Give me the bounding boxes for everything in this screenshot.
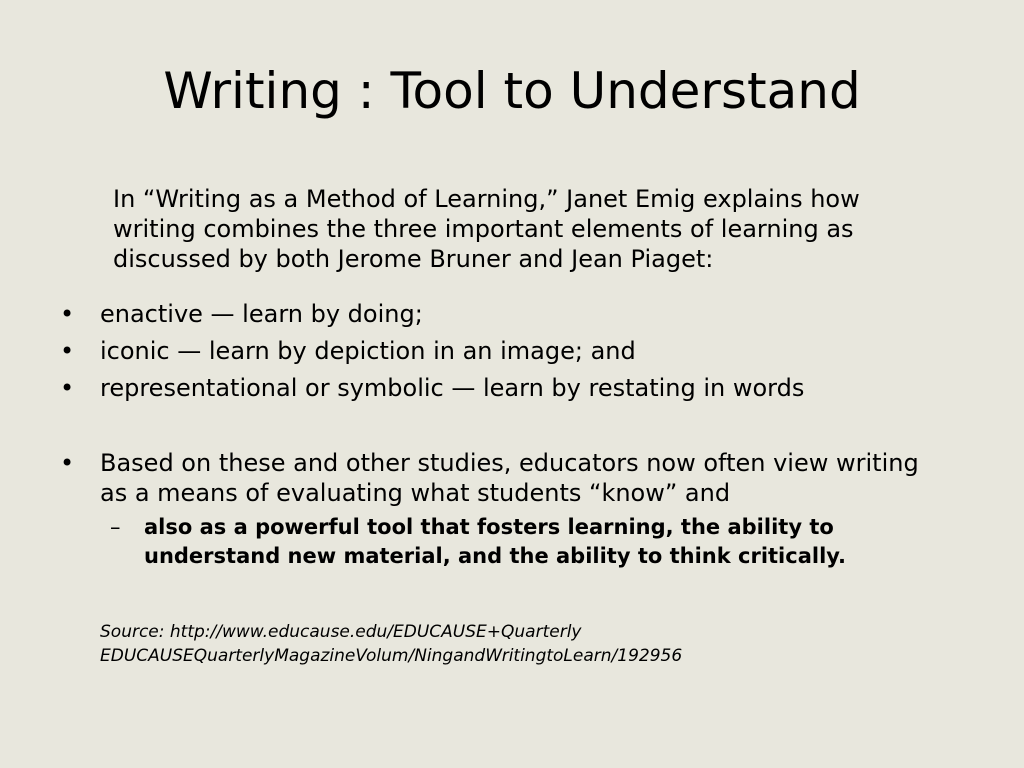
- list-item: [60, 333, 960, 370]
- list-item: [60, 370, 960, 407]
- list-item: [60, 448, 920, 508]
- slide-title: Writing : Tool to Understand: [163, 62, 861, 120]
- learning-elements-list: [60, 296, 960, 407]
- list-item-text: representational or symbolic — learn by restating in words: [100, 374, 805, 402]
- bullet-icon: •: [60, 374, 75, 402]
- source-citation: [100, 620, 980, 668]
- bullet-icon: •: [60, 300, 75, 328]
- source-line-2: EDUCAUSEQuarterlyMagazineVolum/NingandWritingtoLearn/192956: [100, 646, 683, 666]
- list-item-text: Based on these and other studies, educators now often view writing as a means of evaluating what students “know” and: [100, 449, 919, 507]
- list-item-text: iconic — learn by depiction in an image; and: [100, 337, 636, 365]
- bullet-icon: •: [60, 449, 75, 477]
- source-line-1: Source: http://www.educause.edu/EDUCAUSE+Quarterly: [100, 622, 582, 642]
- sub-bullet: [110, 513, 904, 571]
- list-item: [60, 296, 960, 333]
- dash-icon: –: [110, 515, 121, 539]
- list-item-text: enactive — learn by doing;: [100, 300, 423, 328]
- intro-paragraph: In “Writing as a Method of Learning,” Janet Emig explains how writing combines the three important elements of learning as discussed by both Jerome Bruner and Jean Piaget:: [113, 185, 860, 273]
- sub-bullet-text: also as a powerful tool that fosters learning, the ability to understand new material, and the ability to think critically.: [144, 515, 847, 568]
- bullet-icon: •: [60, 337, 75, 365]
- studies-list: [60, 448, 920, 508]
